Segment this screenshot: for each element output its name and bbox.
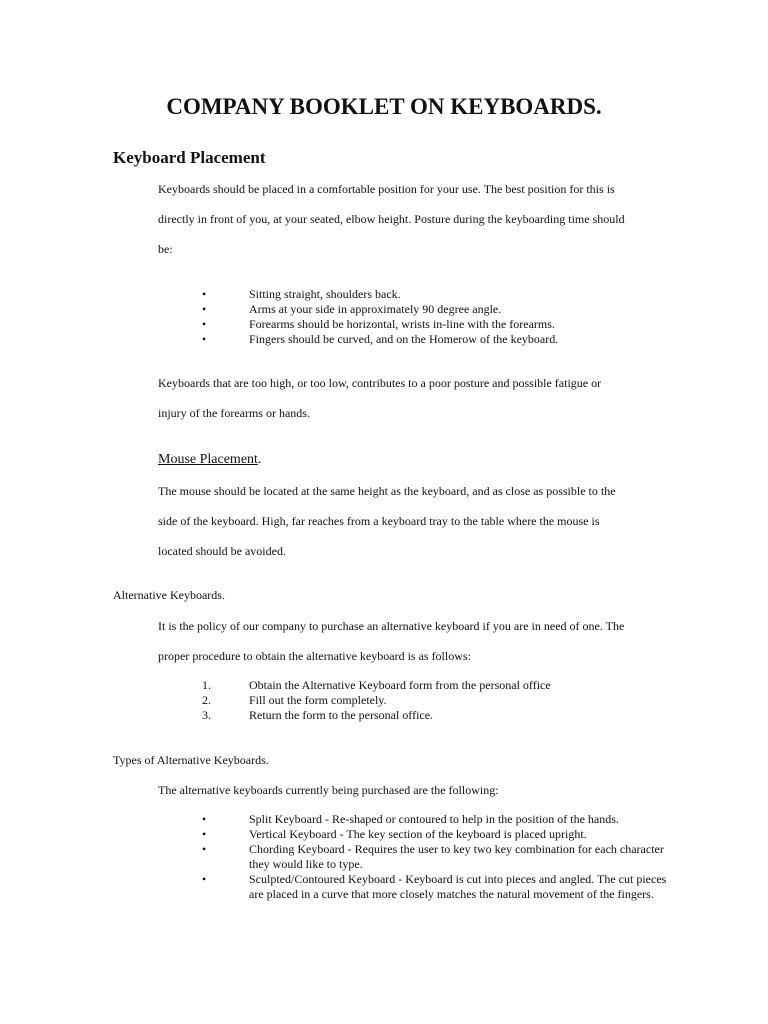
keyboard-placement-intro xyxy=(158,174,658,264)
list-item-text: Fill out the form completely. xyxy=(249,693,387,707)
mouse-placement-heading-text: Mouse Placement xyxy=(158,452,258,467)
list-item xyxy=(158,812,668,827)
list-item-text: Fingers should be curved, and on the Homerow of the keyboard. xyxy=(249,332,559,346)
paragraph-line: be: xyxy=(158,242,173,256)
list-item xyxy=(158,317,658,332)
procedure-numbered-list xyxy=(158,678,658,723)
list-item-text: Chording Keyboard - Requires the user to key two key combination for each character they would like to type. xyxy=(249,842,664,871)
list-number: 2. xyxy=(202,693,211,707)
bullet-marker: • xyxy=(202,332,207,346)
list-item-text: Obtain the Alternative Keyboard form from the personal office xyxy=(249,678,551,692)
paragraph-line: proper procedure to obtain the alternative keyboard is as follows: xyxy=(158,649,471,663)
bullet-marker: • xyxy=(202,302,207,316)
paragraph-line: directly in front of you, at your seated, elbow height. Posture during the keyboarding time should xyxy=(158,212,625,226)
bullet-marker: • xyxy=(202,842,207,856)
paragraph-line: Keyboards that are too high, or too low, contributes to a poor posture and possible fatigue or xyxy=(158,376,602,390)
list-item xyxy=(158,827,668,842)
mouse-placement-paragraph xyxy=(158,476,658,566)
section-heading-alternative-keyboards: Alternative Keyboards. xyxy=(113,588,225,602)
list-item-text: Sitting straight, shoulders back. xyxy=(249,287,401,301)
list-item-text: Arms at your side in approximately 90 degree angle. xyxy=(249,302,502,316)
list-item xyxy=(158,842,668,872)
list-item-text: Forearms should be horizontal, wrists in-line with the forearms. xyxy=(249,317,555,331)
list-item xyxy=(158,302,658,317)
posture-bullet-list xyxy=(158,287,658,347)
list-item xyxy=(158,678,658,693)
types-intro xyxy=(158,775,658,805)
section-heading-types-of-alternative-keyboards: Types of Alternative Keyboards. xyxy=(113,753,269,767)
list-number: 1. xyxy=(202,678,211,692)
section-heading-keyboard-placement: Keyboard Placement xyxy=(113,148,266,167)
document-title: COMPANY BOOKLET ON KEYBOARDS. xyxy=(166,94,602,119)
paragraph-line: side of the keyboard. High, far reaches from a keyboard tray to the table where the mouse is xyxy=(158,514,600,528)
list-item xyxy=(158,872,668,902)
paragraph-line: The alternative keyboards currently being purchased are the following: xyxy=(158,783,499,797)
list-item xyxy=(158,332,658,347)
paragraph-line: Keyboards should be placed in a comfortable position for your use. The best position for this is xyxy=(158,182,615,196)
list-number: 3. xyxy=(202,708,211,722)
list-item-text: Sculpted/Contoured Keyboard - Keyboard is cut into pieces and angled. The cut pieces are placed in a curve that more closely matches the natural movement of the fingers. xyxy=(249,872,667,901)
paragraph-line: located should be avoided. xyxy=(158,544,286,558)
heading-suffix: . xyxy=(257,452,262,467)
paragraph-line: The mouse should be located at the same height as the keyboard, and as close as possible to the xyxy=(158,484,616,498)
alternative-keyboards-paragraph xyxy=(158,611,658,671)
section-heading-mouse-placement xyxy=(158,450,261,470)
paragraph-line: It is the policy of our company to purchase an alternative keyboard if you are in need of one. The xyxy=(158,619,625,633)
bullet-marker: • xyxy=(202,287,207,301)
list-item-text: Return the form to the personal office. xyxy=(249,708,434,722)
keyboard-placement-closing xyxy=(158,368,658,428)
bullet-marker: • xyxy=(202,812,207,826)
bullet-marker: • xyxy=(202,827,207,841)
list-item-text: Vertical Keyboard - The key section of the keyboard is placed upright. xyxy=(249,827,587,841)
bullet-marker: • xyxy=(202,317,207,331)
keyboard-types-bullet-list xyxy=(158,812,668,902)
paragraph-line: injury of the forearms or hands. xyxy=(158,406,310,420)
list-item xyxy=(158,287,658,302)
bullet-marker: • xyxy=(202,872,207,886)
list-item xyxy=(158,693,658,708)
list-item-text: Split Keyboard - Re-shaped or contoured to help in the position of the hands. xyxy=(249,812,619,826)
list-item xyxy=(158,708,658,723)
